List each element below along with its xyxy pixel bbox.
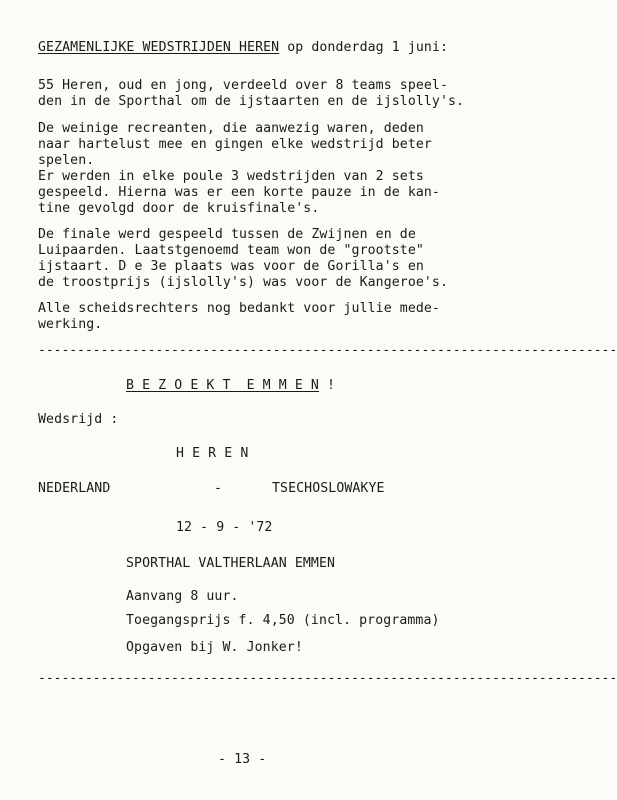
paragraph1-line-2: den in de Sporthal om de ijstaarten en de ijslolly's.	[38, 94, 465, 109]
paragraph4-line-2: werking.	[38, 317, 103, 332]
separator-line-bottom: --------------------------------------------------------------------------	[38, 671, 617, 686]
paragraph2-line-2: naar hartelust mee en gingen elke wedstrijd beter	[38, 137, 432, 152]
signup-note: Opgaven bij W. Jonker!	[126, 640, 303, 655]
ad-label: Wedsrijd :	[38, 412, 119, 427]
heading-date: op donderdag 1 juni:	[279, 40, 449, 55]
ad-title-suffix: !	[318, 378, 336, 393]
paragraph2-line-4: Er werden in elke poule 3 wedstrijden van 2 sets	[38, 169, 424, 184]
paragraph2-line-3: spelen.	[38, 153, 95, 168]
team-home: NEDERLAND	[38, 481, 111, 496]
venue: SPORTHAL VALTHERLAAN EMMEN	[126, 556, 336, 571]
paragraph2-line-5: gespeeld. Hierna was er een korte pauze in de kan-	[38, 185, 440, 200]
paragraph3-line-2: Luipaarden. Laatstgenoemd team won de "grootste"	[38, 243, 424, 258]
paragraph3-line-1: De finale werd gespeeld tussen de Zwijnen en de	[38, 227, 416, 242]
ad-title	[126, 378, 335, 394]
paragraph3-line-4: de troostprijs (ijslolly's) was voor de Kangeroe's.	[38, 275, 449, 290]
ad-title-text: B E Z O E K T E M M E N	[126, 378, 319, 393]
start-time: Aanvang 8 uur.	[126, 589, 239, 604]
paragraph1-line-1: 55 Heren, oud en jong, verdeeld over 8 teams speel-	[38, 78, 449, 93]
heading-underlined: GEZAMENLIJKE WEDSTRIJDEN HEREN	[38, 40, 280, 55]
separator-line: --------------------------------------------------------------------------	[38, 343, 617, 358]
match-date: 12 - 9 - '72	[176, 520, 273, 535]
paragraph3-line-3: ijstaart. D e 3e plaats was voor de Gorilla's en	[38, 259, 424, 274]
section-heading	[38, 40, 448, 56]
ticket-price: Toegangsprijs f. 4,50 (incl. programma)	[126, 613, 440, 628]
ad-category: H E R E N	[176, 446, 249, 461]
vs-dash: -	[214, 481, 223, 496]
paragraph4-line-1: Alle scheidsrechters nog bedankt voor jullie mede-	[38, 301, 440, 316]
paragraph2-line-6: tine gevolgd door de kruisfinale's.	[38, 201, 320, 216]
team-away: TSECHOSLOWAKYE	[272, 481, 385, 496]
paragraph2-line-1: De weinige recreanten, die aanwezig waren, deden	[38, 121, 424, 136]
page-number: - 13 -	[218, 752, 267, 767]
